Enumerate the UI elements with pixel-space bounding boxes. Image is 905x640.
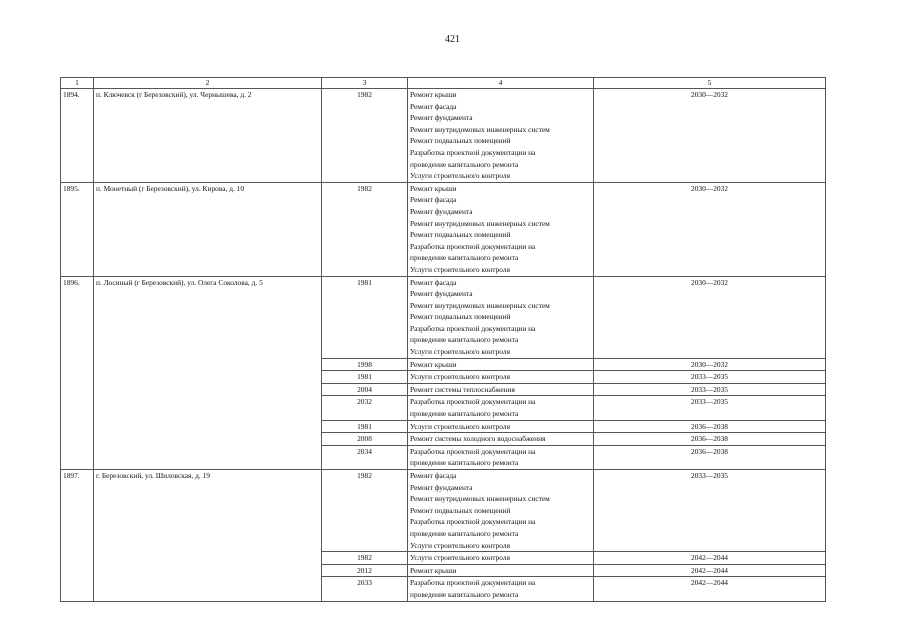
period-cell: 2033—2035 [594, 396, 826, 420]
work-item: Ремонт фасада [410, 277, 457, 287]
works-cell [408, 89, 594, 183]
work-item: Ремонт крыши [410, 359, 457, 369]
works-cell [408, 470, 594, 552]
work-item: Ремонт фасада [410, 195, 457, 205]
work-item: Разработка проектной документации на [410, 446, 536, 456]
work-item: Услуги строительного контроля [410, 171, 510, 181]
work-item: Разработка проектной документации на [410, 517, 536, 527]
work-item: проведение капитального ремонта [410, 409, 519, 419]
work-item: Ремонт подвальных помещений [410, 312, 511, 322]
period-cell: 2042—2044 [594, 564, 826, 577]
period-cell: 2033—2035 [594, 383, 826, 396]
year-cell: 2012 [322, 564, 408, 577]
year-cell: 2008 [322, 433, 408, 446]
year-cell: 2034 [322, 445, 408, 469]
work-item: Ремонт подвальных помещений [410, 230, 511, 240]
work-item: Ремонт системы теплоснабжения [410, 384, 515, 394]
work-item: Ремонт фундамента [410, 289, 473, 299]
period-cell: 2030—2032 [594, 89, 826, 183]
work-item: Ремонт крыши [410, 183, 457, 193]
work-item: Ремонт внутридомовых инженерных систем [410, 218, 550, 228]
column-header: 3 [322, 78, 408, 89]
work-item: Ремонт крыши [410, 90, 457, 99]
work-item: проведение капитального ремонта [410, 253, 519, 263]
work-item: проведение капитального ремонта [410, 458, 519, 468]
year-cell: 1982 [322, 470, 408, 552]
work-item: Ремонт внутридомовых инженерных систем [410, 124, 550, 134]
year-cell: 1982 [322, 552, 408, 565]
works-cell [408, 552, 594, 565]
work-item: Услуги строительного контроля [410, 421, 510, 431]
period-cell: 2030—2032 [594, 358, 826, 371]
work-item: Ремонт крыши [410, 565, 457, 575]
works-cell [408, 371, 594, 384]
period-cell: 2030—2032 [594, 182, 826, 276]
year-cell: 1981 [322, 371, 408, 384]
column-header: 1 [61, 78, 94, 89]
year-cell: 1982 [322, 89, 408, 183]
work-item: Разработка проектной документации на [410, 397, 536, 407]
works-cell [408, 358, 594, 371]
page-number: 421 [445, 34, 460, 45]
works-cell [408, 396, 594, 420]
work-item: Разработка проектной документации на [410, 241, 536, 251]
work-item: Ремонт внутридомовых инженерных систем [410, 494, 550, 504]
work-item: проведение капитального ремонта [410, 589, 519, 599]
works-cell [408, 383, 594, 396]
table-row [61, 470, 826, 552]
period-cell: 2042—2044 [594, 577, 826, 601]
work-item: Ремонт подвальных помещений [410, 505, 511, 515]
table-row [61, 276, 826, 358]
work-item: Ремонт фундамента [410, 113, 473, 123]
period-cell: 2036—2038 [594, 433, 826, 446]
entry-number: 1897. [61, 470, 94, 602]
work-item: Ремонт системы холодного водоснабжения [410, 434, 546, 444]
work-item: Ремонт фундамента [410, 206, 473, 216]
works-cell [408, 564, 594, 577]
period-cell: 2033—2035 [594, 470, 826, 552]
work-item: Разработка проектной документации на [410, 578, 536, 588]
column-header: 2 [94, 78, 322, 89]
works-cell [408, 577, 594, 601]
work-item: Ремонт фасада [410, 101, 457, 111]
year-cell: 1998 [322, 358, 408, 371]
entry-number: 1894. [61, 89, 94, 183]
column-header: 5 [594, 78, 826, 89]
year-cell: 2004 [322, 383, 408, 396]
period-cell: 2036—2038 [594, 445, 826, 469]
work-item: Услуги строительного контроля [410, 540, 510, 550]
works-cell [408, 445, 594, 469]
work-item: Ремонт фундамента [410, 482, 473, 492]
table-row [61, 89, 826, 183]
period-cell: 2030—2032 [594, 276, 826, 358]
table-body [61, 89, 826, 602]
work-item: Услуги строительного контроля [410, 372, 510, 382]
works-cell [408, 182, 594, 276]
works-cell [408, 433, 594, 446]
work-item: Разработка проектной документации на [410, 147, 536, 157]
table-row [61, 182, 826, 276]
entry-number: 1895. [61, 182, 94, 276]
entry-address: г. Березовский, ул. Шиловская, д. 19 [94, 470, 322, 602]
period-cell: 2042—2044 [594, 552, 826, 565]
column-header: 4 [408, 78, 594, 89]
works-cell [408, 420, 594, 433]
year-cell: 1981 [322, 276, 408, 358]
work-item: проведение капитального ремонта [410, 335, 519, 345]
works-cell [408, 276, 594, 358]
work-item: Услуги строительного контроля [410, 264, 510, 274]
work-item: Ремонт подвальных помещений [410, 136, 511, 146]
header-row [61, 78, 826, 89]
work-item: Услуги строительного контроля [410, 347, 510, 357]
work-item: Ремонт фасада [410, 471, 457, 480]
work-item: Ремонт внутридомовых инженерных систем [410, 300, 550, 310]
work-item: Разработка проектной документации на [410, 323, 536, 333]
period-cell: 2033—2035 [594, 371, 826, 384]
entry-address: п. Лосиный (г Березовский), ул. Олега Соколова, д. 5 [94, 276, 322, 470]
year-cell: 1981 [322, 420, 408, 433]
entry-number: 1896. [61, 276, 94, 470]
period-cell: 2036—2038 [594, 420, 826, 433]
entry-address: п. Монетный (г Березовский), ул. Кирова, д. 10 [94, 182, 322, 276]
year-cell: 2033 [322, 577, 408, 601]
year-cell: 1982 [322, 182, 408, 276]
work-item: Услуги строительного контроля [410, 553, 510, 563]
register-table [60, 77, 826, 602]
work-item: проведение капитального ремонта [410, 159, 519, 169]
work-item: проведение капитального ремонта [410, 528, 519, 538]
entry-address: п. Ключевск (г Березовский), ул. Чернышева, д. 2 [94, 89, 322, 183]
year-cell: 2032 [322, 396, 408, 420]
